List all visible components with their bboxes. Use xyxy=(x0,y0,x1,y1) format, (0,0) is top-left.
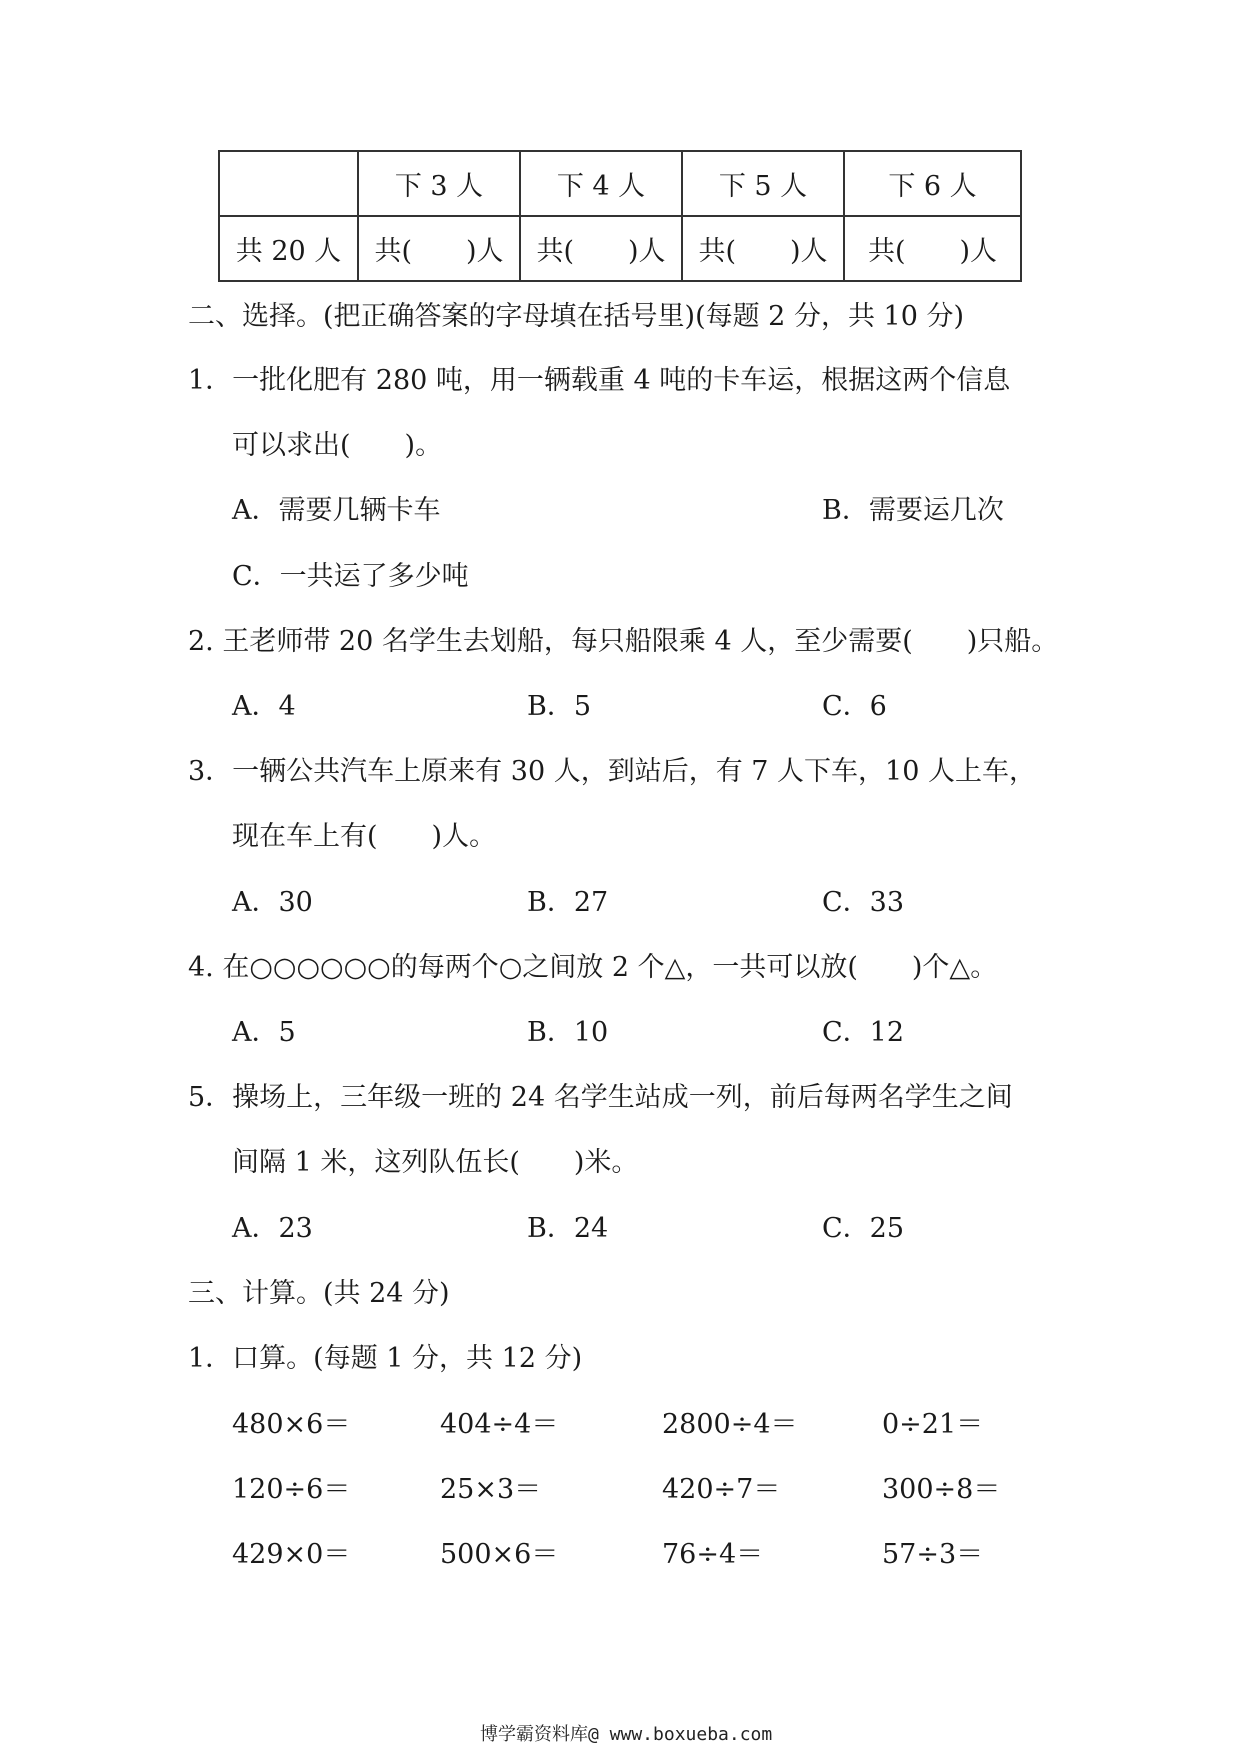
question-1-option-c[interactable]: C．一共运了多少吨 xyxy=(232,561,469,592)
question-4-option-b[interactable]: B．10 xyxy=(527,1017,609,1048)
table-cell: 下 3 人 xyxy=(358,151,520,216)
question-3-option-c[interactable]: C．33 xyxy=(822,887,905,918)
calc-item: 420÷7＝ xyxy=(662,1474,781,1505)
calc-item: 300÷8＝ xyxy=(882,1474,1001,1505)
question-5-option-a[interactable]: A．23 xyxy=(232,1213,313,1244)
table-row xyxy=(219,216,1021,281)
table-header-row xyxy=(219,151,1021,216)
table-answer-blank[interactable]: 共( )人 xyxy=(520,216,682,281)
question-3-option-a[interactable]: A．30 xyxy=(232,887,313,918)
question-1-line-1: 1．一批化肥有 280 吨，用一辆载重 4 吨的卡车运，根据这两个信息 xyxy=(188,365,1011,396)
calc-item: 0÷21＝ xyxy=(882,1409,984,1440)
calc-item: 57÷3＝ xyxy=(882,1539,984,1570)
question-5-option-c[interactable]: C．25 xyxy=(822,1213,905,1244)
question-3-line-2: 现在车上有( )人。 xyxy=(232,821,497,852)
question-1-option-a[interactable]: A．需要几辆卡车 xyxy=(232,495,441,526)
calc-item: 404÷4＝ xyxy=(440,1409,559,1440)
question-4-option-c[interactable]: C．12 xyxy=(822,1017,905,1048)
calc-item: 429×0＝ xyxy=(232,1539,351,1570)
question-5-option-b[interactable]: B．24 xyxy=(527,1213,609,1244)
question-3-line-1: 3．一辆公共汽车上原来有 30 人，到站后，有 7 人下车，10 人上车， xyxy=(188,756,1036,787)
table-answer-blank[interactable]: 共( )人 xyxy=(682,216,844,281)
subsection-mental-math: 1．口算。(每题 1 分，共 12 分) xyxy=(188,1343,583,1374)
question-1-option-b[interactable]: B．需要运几次 xyxy=(822,495,1004,526)
question-2-option-b[interactable]: B．5 xyxy=(527,691,592,722)
section-title-calc: 三、计算。(共 24 分) xyxy=(188,1278,450,1309)
table-cell: 下 6 人 xyxy=(844,151,1021,216)
question-2-line-1: 2. 王老师带 20 名学生去划船，每只船限乘 4 人，至少需要( )只船。 xyxy=(188,626,1059,657)
table-cell: 共 20 人 xyxy=(219,216,358,281)
table-cell xyxy=(219,151,358,216)
question-4-line-1: 4. 在○○○○○○的每两个○之间放 2 个△，一共可以放( )个△。 xyxy=(188,952,998,983)
question-1-line-2: 可以求出( )。 xyxy=(232,430,443,461)
table-cell: 下 5 人 xyxy=(682,151,844,216)
calc-item: 120÷6＝ xyxy=(232,1474,351,1505)
table-answer-blank[interactable]: 共( )人 xyxy=(844,216,1021,281)
question-3-option-b[interactable]: B．27 xyxy=(527,887,609,918)
calc-item: 25×3＝ xyxy=(440,1474,542,1505)
calc-item: 480×6＝ xyxy=(232,1409,351,1440)
table-answer-blank[interactable]: 共( )人 xyxy=(358,216,520,281)
question-5-line-1: 5．操场上，三年级一班的 24 名学生站成一列，前后每两名学生之间 xyxy=(188,1082,1013,1113)
question-5-line-2: 间隔 1 米，这列队伍长( )米。 xyxy=(232,1147,639,1178)
calc-item: 2800÷4＝ xyxy=(662,1409,798,1440)
question-4-option-a[interactable]: A．5 xyxy=(232,1017,296,1048)
footer-watermark: 博学霸资料库@ www.boxueba.com xyxy=(480,1724,773,1745)
question-2-option-c[interactable]: C．6 xyxy=(822,691,887,722)
section-title-choice: 二、选择。(把正确答案的字母填在括号里)(每题 2 分，共 10 分) xyxy=(188,301,964,332)
calc-item: 500×6＝ xyxy=(440,1539,559,1570)
table-cell: 下 4 人 xyxy=(520,151,682,216)
answer-table xyxy=(218,150,1022,282)
calc-item: 76÷4＝ xyxy=(662,1539,764,1570)
question-2-option-a[interactable]: A．4 xyxy=(232,691,296,722)
